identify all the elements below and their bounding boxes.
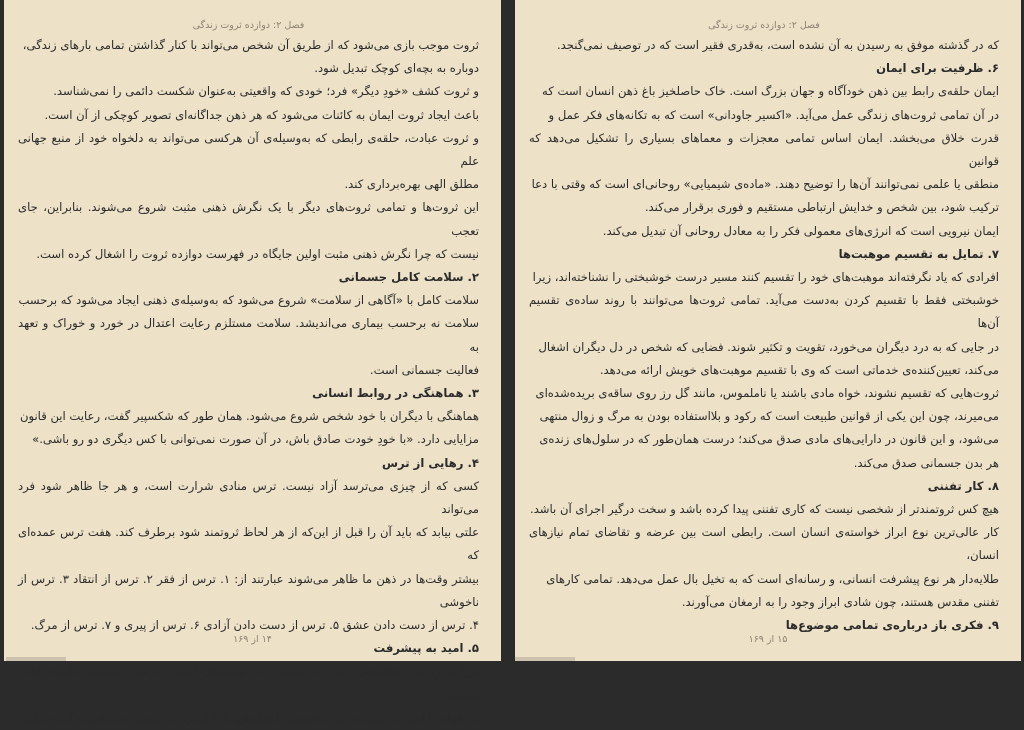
paragraph-line: طلایه‌دار هر نوع پیشرفت انسانی، و رسانه‌ای است که به تخیل بال عمل می‌دهد. تمامی کارهای [546, 571, 999, 586]
paragraph-line: در آن تمامی ثروت‌های زندگی عمل می‌آید. «اکسیر جاودانی» است که به تکانه‌های فکر عمل و [548, 107, 999, 122]
section-heading: ۹. فکری باز درباره‌ی تمامی موضوع‌ها [785, 618, 999, 633]
paragraph-line: این ثروت‌ها و تمامی ثروت‌های دیگر با یک نگرش ذهنی مثبت شروع می‌شوند. بنابراین، جای تعجب [18, 200, 479, 238]
paragraph-line: ایمان نیرویی است که انرژی‌های معمولی فکر را به معادل روحانی آن تبدیل می‌کند. [602, 223, 999, 238]
paragraph-line: می‌میرند، چون این یکی از قوانین طبیعت است که رکود و بلااستفاده بودن به مرگ و زوال منتهی [539, 409, 999, 424]
paragraph-line: کار عالی‌ترین نوع ابراز خواسته‌ی انسان است. رابطی است بین عرضه و تقاضای تمام نیازهای انسان، [529, 525, 999, 563]
section-heading: ۵. امید به پیشرفت [373, 641, 479, 656]
section-heading: ۴. رهایی از ترس [382, 455, 479, 470]
page-number: ۱۵ از ۱۶۹ [748, 634, 788, 645]
paragraph-line: مطلق الهی بهره‌برداری کند. [344, 177, 479, 192]
book-page-left [4, 0, 501, 725]
paragraph-line: تفننی مقدس هستند، چون شادی ابراز وجود را به ارمغان می‌آورند. [681, 594, 999, 609]
chapter-header: فصل ۲: دوازده ثروت زندگی [708, 20, 820, 31]
paragraph-line: خوشبختی فقط با تقسیم کردن به‌دست می‌آید. تمامی ثروت‌ها می‌توانند با روند ساده‌ی تقسیم آن‌ها [529, 293, 999, 331]
paragraph-line: علتی بیابد که باید آن را قبل از این‌که از هر لحاظ ثروتمند شود برطرف کند. هفت ترس عمده‌ای که [18, 525, 479, 563]
page-body [18, 34, 479, 730]
paragraph-line: می‌شود، و این قانون در دارایی‌های مادی صدق می‌کند؛ درست همان‌طور که در سلول‌های زنده‌ی [539, 432, 999, 447]
book-page-right [515, 0, 1021, 661]
paragraph-line: فعالیت جسمانی است. [369, 362, 479, 377]
paragraph-line: بزرگ‌ترین نوع خوشبختی امید به رسیدن به خواسته‌ای است که هنوز به‌دست نیامده باشد. شخصی [18, 664, 479, 702]
paragraph-line: ۴. ترس از دست دادن عشق ۵. ترس از دست دادن آزادی ۶. ترس از پیری و ۷. ترس از مرگ. [30, 618, 479, 633]
section-heading: ۶. ظرفیت برای ایمان [876, 61, 999, 76]
scrollbar-thumb[interactable] [515, 657, 575, 661]
section-heading: ۷. تمایل به تقسیم موهبت‌ها [838, 246, 999, 261]
paragraph-line: که نتواند با امید به تبدیل شدن به شخص دلخواهش، یا با ایمان به رسیدن به هدفی به آینده بنگرد [22, 710, 479, 725]
section-heading: ۳. هماهنگی در روابط انسانی [312, 386, 479, 401]
section-heading: ۸. کار تفننی [927, 478, 999, 493]
paragraph-line: سلامت کامل با «آگاهی از سلامت» شروع می‌شود که به‌وسیله‌ی ذهنی ایجاد می‌شود که برحسب [18, 293, 479, 308]
paragraph-line: مزایایی دارد. «با خودِ خودت صادق باش، در آن صورت نمی‌توانی با کس دیگری دو رو باشی.» [32, 432, 479, 447]
paragraph-line: ترکیب شود، بین شخص و خدایش ارتباطی مستقیم و فوری برقرار می‌کند. [644, 200, 999, 215]
paragraph-line: هیچ کس ثروتمندتر از شخصی نیست که کاری تفننی پیدا کرده باشد و سخت درگیر اجرای آن باشد. [530, 502, 999, 517]
section-heading: ۲. سلامت کامل جسمانی [338, 270, 479, 285]
paragraph-line: ایمان حلقه‌ی رابط بین ذهن خودآگاه و جهان بزرگ است. خاک حاصلخیز باغ ذهن انسان است که [542, 84, 999, 99]
paragraph-line: سلامت نه برحسب بیماری می‌اندیشد. سلامت مستلزم رعایت اعتدال در خورد و خوراک و تعهد به [18, 316, 479, 354]
paragraph-line: منطقی یا علمی نمی‌توانند آن‌ها را توضیح دهند. «ماده‌ی شیمیایی» روحانی‌ای است که وقتی با دعا [531, 177, 999, 192]
paragraph-line: هر بدن جسمانی صدق می‌کند. [853, 455, 999, 470]
paragraph-line: و ثروت کشف «خودِ دیگر» فرد؛ خودی که واقعیتی به‌عنوان شکست دائمی را نمی‌شناسد. [53, 84, 479, 99]
paragraph-line: که در گذشته موفق به رسیدن به آن نشده است، به‌قدری فقیر است که در توصیف نمی‌گنجد. [556, 38, 999, 52]
paragraph-line: ثروت موجب بازی می‌شود که از طریق آن شخص می‌تواند با کنار گذاشتن تمامی بارهای زندگی، [22, 38, 479, 52]
chapter-header: فصل ۲: دوازده ثروت زندگی [192, 20, 305, 31]
paragraph-line: کسی که از چیزی می‌ترسد آزاد نیست. ترس منادی شرارت است، و هر جا ظاهر شود فرد می‌تواند [18, 478, 479, 517]
paragraph-line: قدرت خلاق می‌بخشد. ایمان اساس تمامی معجزات و معماهای بسیاری را تشکیل می‌دهد که قوانین [529, 130, 999, 169]
paragraph-line: نیست که چرا نگرش ذهنی مثبت اولین جایگاه در فهرست دوازده ثروت را اشغال کرده است. [36, 246, 479, 261]
paragraph-line: هماهنگی با دیگران با خود شخص شروع می‌شود. همان طور که شکسپیر گفت، رعایت این قانون [19, 409, 479, 424]
paragraph-line: می‌کند، تعیین‌کننده‌ی خدماتی است که وی با تقسیم موهبت‌های خویش ارائه می‌دهد. [599, 362, 999, 377]
page-body [529, 34, 999, 637]
scrollbar-thumb[interactable] [6, 657, 66, 661]
paragraph-line: بیشتر وقت‌ها در ذهن ما ظاهر می‌شوند عبارتند از: ۱. ترس از فقر ۲. ترس از انتقاد ۳. ترس از ناخوشی [18, 571, 480, 609]
paragraph-line: دوباره به بچه‌ای کوچک تبدیل شود. [314, 61, 479, 76]
paragraph-line: افرادی که یاد نگرفته‌اند موهبت‌های خود را تقسیم کنند مسیر درست خوشبختی را نشناخته‌اند، زیرا [532, 270, 999, 285]
paragraph-line: و ثروت عبادت، حلقه‌ی رابطی که به‌وسیله‌ی آن هرکسی می‌تواند به دلخواه خود از منبع جهانی علم [18, 130, 479, 169]
paragraph-line: ثروت‌هایی که تقسیم نشوند، خواه مادی باشند یا ناملموس، مانند گل رز روی ساقه‌ی بریده‌شده‌ای [535, 386, 999, 401]
paragraph-line: باعث ایجاد ثروت ایمان به کائنات می‌شود که هر ذهن جداگانه‌ای تصویر کوچکی از آن است. [44, 107, 479, 122]
page-number: ۱۴ از ۱۶۹ [233, 634, 272, 645]
paragraph-line: در جایی که به درد دیگران می‌خورد، تقویت و تکثیر شوند. فضایی که شخص در دل دیگران اشغال [538, 339, 999, 354]
